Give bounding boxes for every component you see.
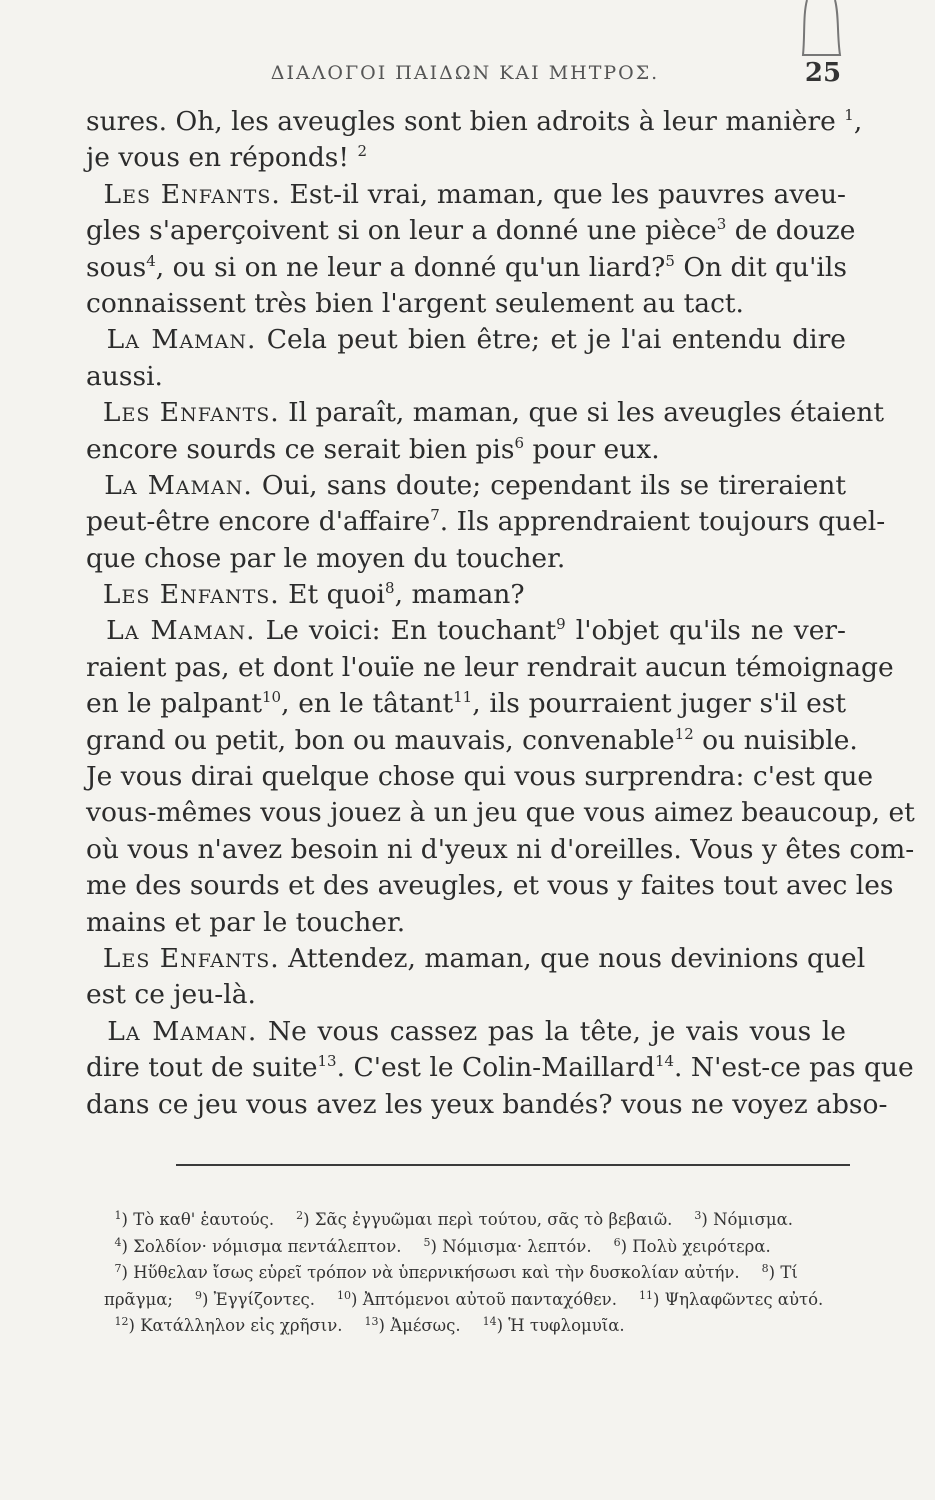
text-line: vous-mêmes vous jouez à un jeu que vous aimez beaucoup, et	[86, 797, 915, 829]
dialogue-text	[86, 104, 915, 1123]
footnote-line: πρᾶγμα; $^9$) Ἐγγίζοντες. $^{10}$) Ἀπτόμενοι αὐτοῦ πανταχόθεν. $^{11}$) Ψηλαφῶντες αὐτό.	[104, 1288, 824, 1309]
footnote-line: $^4$) Σολδίον· νόμισμα πεντάλεπτον. $^5$) Νόμισμα· λεπτόν. $^6$) Πολὺ χειρότερα.	[114, 1235, 771, 1256]
text-line: La Maman. Ne vous cassez pas la tête, je vais vous le	[107, 1015, 846, 1047]
text-line: Les Enfants. Il paraît, maman, que si les aveugles étaient	[102, 397, 884, 429]
speaker-label: Les Enfants.	[103, 178, 281, 210]
text-line: où vous n'avez besoin ni d'yeux ni d'oreilles. Vous y êtes com-	[86, 833, 915, 865]
footnote-line: $^1$) Τὸ καθ' ἑαυτούς. $^2$) Σᾶς ἐγγυῶμαι περὶ τούτου, σᾶς τὸ βεβαιῶ. $^3$) Νόμισμα.	[114, 1209, 794, 1229]
text-line: peut-être encore d'affaire$^7$. Ils apprendraient toujours quel-	[86, 506, 886, 538]
text-line: grand ou petit, bon ou mauvais, convenable$^{12}$ ou nuisible.	[86, 724, 858, 756]
text-line: Je vous dirai quelque chose qui vous surprendra: c'est que	[86, 761, 874, 793]
speaker-label: La Maman.	[107, 1015, 258, 1047]
speaker-label: Les Enfants.	[102, 397, 280, 429]
text-line: La Maman. Oui, sans doute; cependant ils se tireraient	[104, 469, 846, 501]
footnote-line: $^{12}$) Κατάλληλον εἰς χρῆσιν. $^{13}$) Ἀμέσως. $^{14}$) Ἡ τυφλομυῖα.	[114, 1315, 625, 1335]
text-line: me des sourds et des aveugles, et vous y faites tout avec les	[86, 870, 894, 902]
text-line: encore sourds ce serait bien pis$^6$ pour eux.	[86, 433, 660, 465]
text-line: dire tout de suite$^{13}$. C'est le Colin-Maillard$^{14}$. N'est-ce pas que	[86, 1052, 914, 1084]
text-line: La Maman. Le voici: En touchant$^9$ l'objet qu'ils ne ver-	[106, 615, 846, 647]
text-line: Les Enfants. Et quoi$^8$, maman?	[102, 579, 525, 611]
text-line: sous$^4$, ou si on ne leur a donné qu'un liard?$^5$ On dit qu'ils	[86, 251, 847, 283]
text-line: que chose par le moyen du toucher.	[86, 542, 566, 574]
text-line: en le palpant$^{10}$, en le tâtant$^{11}$, ils pourraient juger s'il est	[86, 688, 846, 720]
text-line: je vous en réponds! $^2$	[86, 142, 368, 174]
text-line: raient pas, et dont l'ouïe ne leur rendrait aucun témoignage	[86, 651, 894, 683]
footnote-divider	[176, 1164, 850, 1166]
text-line: Les Enfants. Est-il vrai, maman, que les pauvres aveu-	[103, 178, 847, 210]
speaker-label: La Maman.	[106, 615, 256, 647]
footnote-line: $^7$) Ηὕθελαν ἴσως εὑρεῖ τρόπον νὰ ὑπερνικήσωσι καὶ τὴν δυσκολίαν αὐτήν. $^8$) Τί	[114, 1262, 798, 1282]
speaker-label: La Maman.	[106, 324, 257, 356]
text-line: Les Enfants. Attendez, maman, que nous devinions quel	[102, 942, 866, 974]
text-line: gles s'aperçoivent si on leur a donné une pièce$^3$ de douze	[86, 215, 856, 247]
corner-ink-mark	[795, 0, 850, 60]
speaker-label: La Maman.	[104, 469, 253, 501]
speaker-label: Les Enfants.	[102, 942, 280, 974]
speaker-label: Les Enfants.	[102, 579, 280, 611]
text-line: dans ce jeu vous avez les yeux bandés? vous ne voyez abso-	[86, 1088, 888, 1120]
text-line: sures. Oh, les aveugles sont bien adroits à leur manière $^1$,	[86, 106, 863, 137]
running-title: ΔΙΑΛΟΓΟΙ ΠΑΙΔΩΝ ΚΑΙ ΜΗΤΡΟΣ.	[270, 62, 660, 84]
page-number: 25	[804, 58, 842, 88]
text-line: mains et par le toucher.	[86, 906, 406, 938]
text-line: connaissent très bien l'argent seulement au tact.	[86, 287, 744, 319]
text-line: La Maman. Cela peut bien être; et je l'ai entendu dire	[106, 324, 846, 356]
footnotes	[104, 1207, 852, 1340]
text-line: aussi.	[86, 360, 163, 392]
text-line: est ce jeu-là.	[86, 979, 256, 1011]
